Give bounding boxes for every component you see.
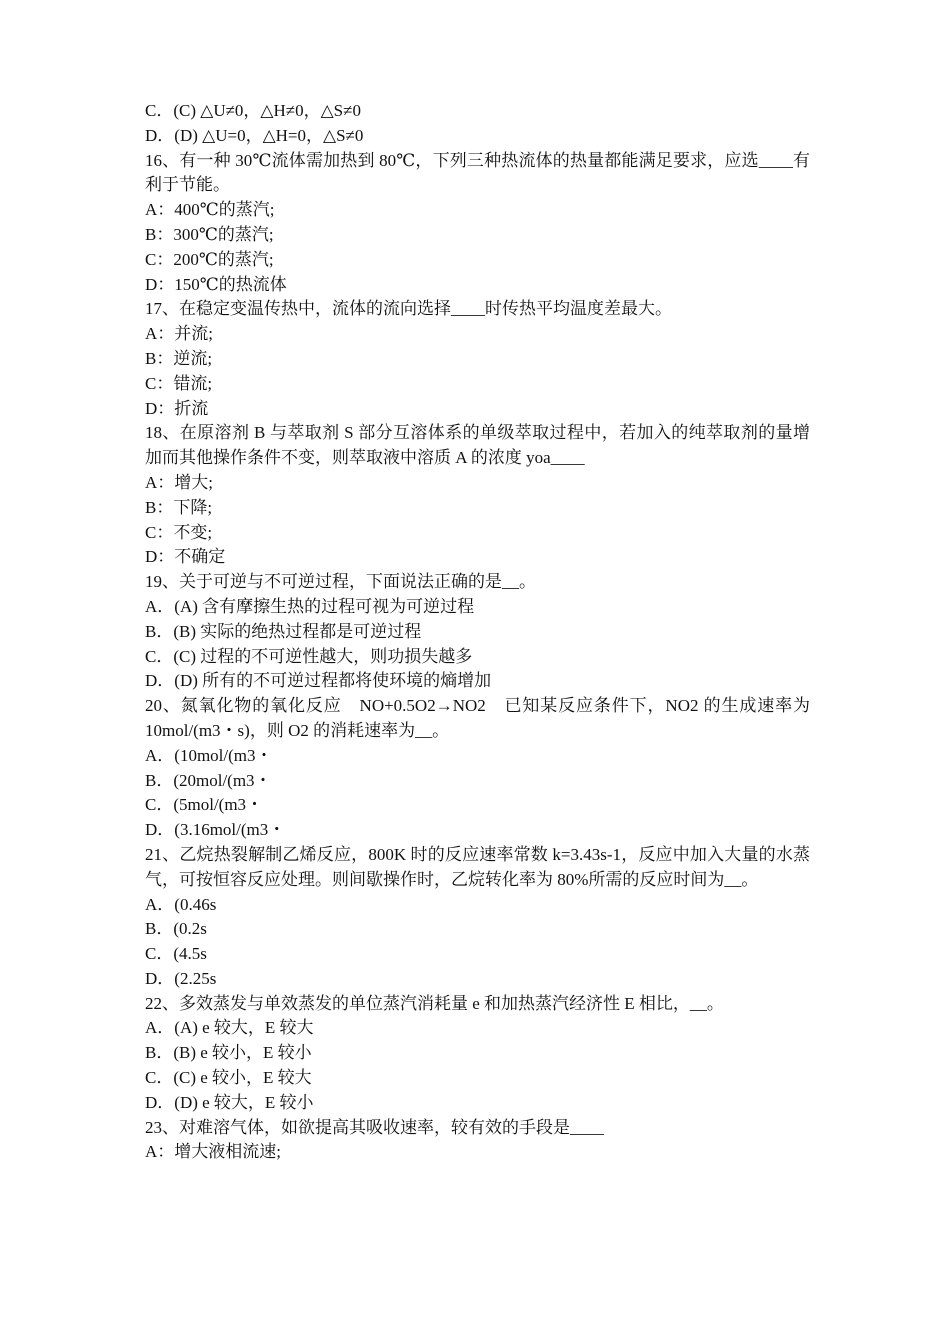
answer-option: D．(D) 所有的不可逆过程都将使环境的熵增加 <box>145 671 492 691</box>
answer-option: A．(A) 含有摩擦生热的过程可视为可逆过程 <box>145 596 475 616</box>
answer-option: D．(2.25s <box>145 968 217 988</box>
answer-option: B．(0.2s <box>145 919 207 939</box>
answer-option: C：200℃的蒸汽; <box>145 249 274 269</box>
answer-option: D：折流 <box>145 398 209 418</box>
answer-option: A．(A) e 较大，E 较大 <box>145 1018 314 1038</box>
question-stem: 19、关于可逆与不可逆过程，下面说法正确的是__。 <box>145 572 536 592</box>
answer-option: C．(4.5s <box>145 944 207 964</box>
answer-option: A：并流; <box>145 324 213 344</box>
answer-option: D：不确定 <box>145 547 226 567</box>
answer-option: B：下降; <box>145 497 213 517</box>
answer-option: D．(D) △U=0，△H=0，△S≠0 <box>145 125 364 145</box>
question-stem: 16、有一种 30℃流体需加热到 80℃，下列三种热流体的热量都能满足要求，应选____有利于节能。 <box>145 150 810 195</box>
answer-option: A：增大液相流速; <box>145 1142 281 1162</box>
answer-option: C．(C) △U≠0，△H≠0，△S≠0 <box>145 101 361 120</box>
question-stem: 22、多效蒸发与单效蒸发的单位蒸汽消耗量 e 和加热蒸汽经济性 E 相比，__。 <box>145 993 724 1013</box>
question-stem: 17、在稳定变温传热中，流体的流向选择____时传热平均温度差最大。 <box>145 299 672 319</box>
answer-option: C．(5mol/(m3・ <box>145 795 264 815</box>
answer-option: B．(20mol/(m3・ <box>145 770 272 790</box>
answer-option: C：错流; <box>145 373 213 393</box>
answer-option: A：增大; <box>145 472 213 492</box>
question-stem: 21、乙烷热裂解制乙烯反应，800K 时的反应速率常数 k=3.43s-1，反应中加入大量的水蒸气，可按恒容反应处理。则间歇操作时，乙烷转化率为 80%所需的反应时间为__。 <box>145 844 810 889</box>
answer-option: A．(0.46s <box>145 894 217 914</box>
answer-option: B．(B) 实际的绝热过程都是可逆过程 <box>145 621 422 641</box>
answer-option: A．(10mol/(m3・ <box>145 745 273 765</box>
answer-option: C：不变; <box>145 522 213 542</box>
answer-option: B：300℃的蒸汽; <box>145 224 274 244</box>
question-stem: 20、氮氧化物的氧化反应 NO+0.5O2→NO2 已知某反应条件下，NO2 的生成速率为 10mol/(m3・s)，则 O2 的消耗速率为__。 <box>145 696 810 740</box>
answer-option: C．(C) 过程的不可逆性越大，则功损失越多 <box>145 646 473 666</box>
answer-option: B．(B) e 较小，E 较小 <box>145 1043 312 1063</box>
answer-option: D．(D) e 较大，E 较小 <box>145 1092 314 1112</box>
answer-option: A：400℃的蒸汽; <box>145 200 275 220</box>
question-stem: 18、在原溶剂 B 与萃取剂 S 部分互溶体系的单级萃取过程中，若加入的纯萃取剂的量增加而其他操作条件不变，则萃取液中溶质 A 的浓度 yoa____ <box>145 423 810 468</box>
question-stem: 23、对难溶气体，如欲提高其吸收速率，较有效的手段是____ <box>145 1117 604 1137</box>
answer-option: D．(3.16mol/(m3・ <box>145 820 286 840</box>
answer-option: C．(C) e 较小，E 较大 <box>145 1068 312 1088</box>
document-page <box>145 99 810 1165</box>
answer-option: B：逆流; <box>145 348 213 368</box>
answer-option: D：150℃的热流体 <box>145 274 287 294</box>
